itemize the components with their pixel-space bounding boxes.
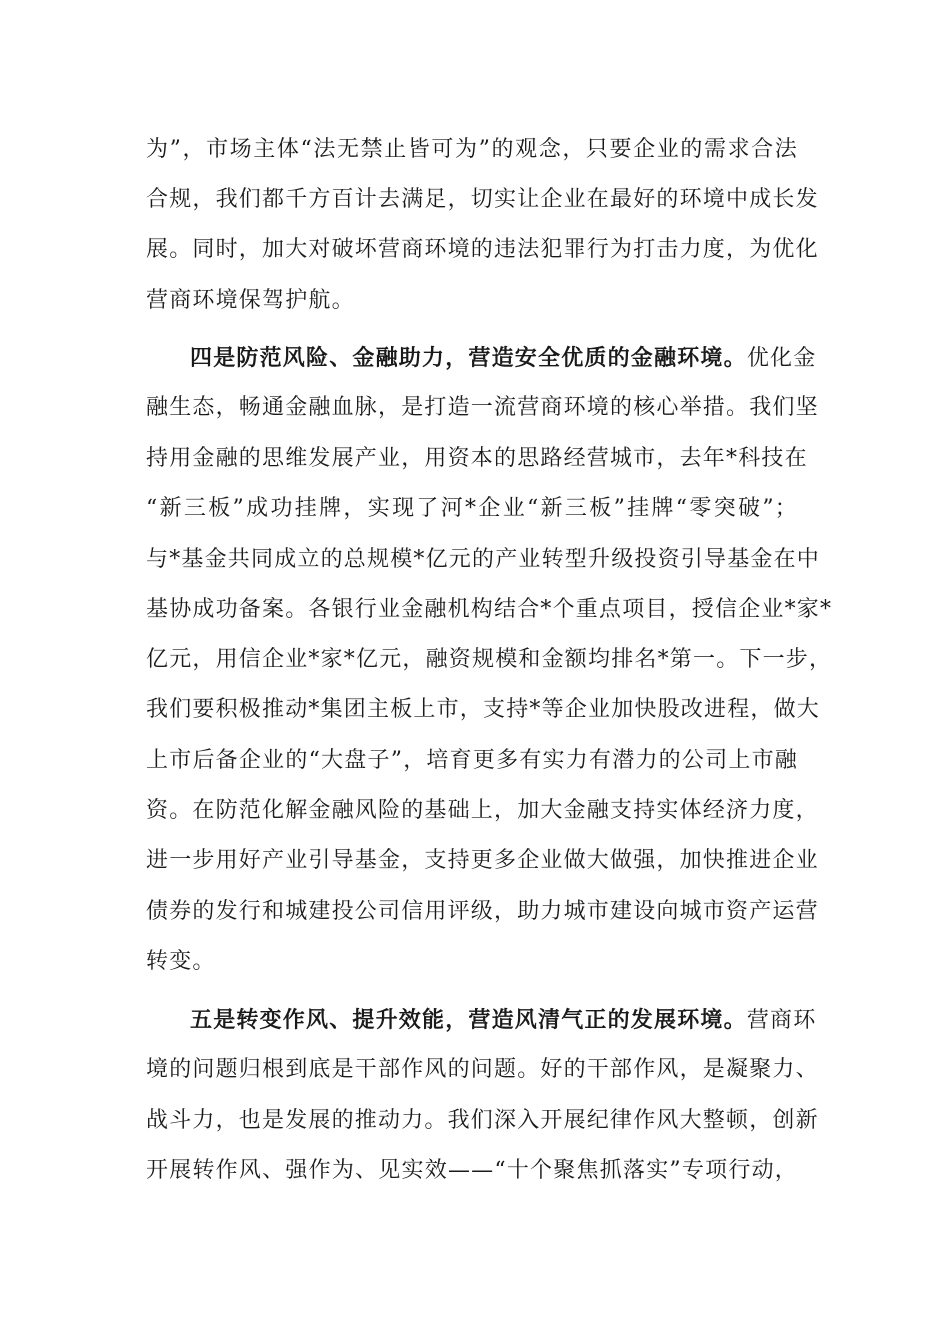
- body-text-line: 合规，我们都千方百计去满足，切实让企业在最好的环境中成长发: [146, 187, 819, 212]
- body-text-line: 展。同时，加大对破坏营商环境的违法犯罪行为打击力度，为优化: [146, 237, 819, 262]
- body-text-line: 资。在防范化解金融风险的基础上，加大金融支持实体经济力度，: [146, 798, 819, 823]
- body-text-line: 与*基金共同成立的总规模*亿元的产业转型升级投资引导基金在中: [146, 547, 821, 572]
- body-text-line: 债券的发行和城建投公司信用评级，助力城市建设向城市资产运营: [146, 899, 819, 924]
- body-text-line: 上市后备企业的“大盘子”，培育更多有实力有潜力的公司上市融: [146, 748, 798, 773]
- body-text-line: 境的问题归根到底是干部作风的问题。好的干部作风，是凝聚力、: [146, 1057, 819, 1082]
- body-text-line: “新三板”成功挂牌，实现了河*企业“新三板”挂牌“零突破”；: [146, 496, 798, 521]
- paragraph-first-line: [190, 342, 817, 374]
- body-text-line: 基协成功备案。各银行业金融机构结合*个重点项目，授信企业*家*: [146, 597, 833, 622]
- body-text-run: 营商环: [746, 1008, 817, 1033]
- body-text-line: 亿元，用信企业*家*亿元，融资规模和金额均排名*第一。下一步，: [146, 647, 833, 672]
- section-heading: 四是防范风险、金融助力，营造安全优质的金融环境。: [190, 345, 747, 371]
- body-text-line: 我们要积极推动*集团主板上市，支持*等企业加快股改进程，做大: [146, 697, 821, 722]
- body-text-line: 转变。: [146, 949, 216, 974]
- body-text-run: 优化金: [746, 346, 817, 371]
- body-text-line: 融生态，畅通金融血脉，是打造一流营商环境的核心举措。我们坚: [146, 395, 819, 420]
- body-text-line: 持用金融的思维发展产业，用资本的思路经营城市，去年*科技在: [146, 446, 808, 471]
- paragraph-first-line: [190, 1004, 817, 1036]
- body-text-line: 进一步用好产业引导基金，支持更多企业做大做强，加快推进企业: [146, 848, 819, 873]
- body-text-line: 开展转作风、强作为、见实效——“十个聚焦抓落实”专项行动，: [146, 1158, 798, 1183]
- body-text-line: 营商环境保驾护航。: [146, 288, 355, 313]
- section-heading: 五是转变作风、提升效能，营造风清气正的发展环境。: [190, 1007, 747, 1033]
- body-text-line: 为”，市场主体“法无禁止皆可为”的观念，只要企业的需求合法: [146, 137, 798, 162]
- body-text-line: 战斗力，也是发展的推动力。我们深入开展纪律作风大整顿，创新: [146, 1108, 819, 1133]
